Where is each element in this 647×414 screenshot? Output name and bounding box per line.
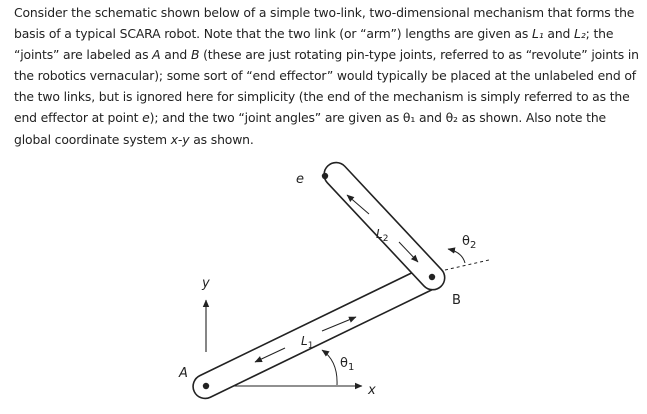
text-s1: Consider the schematic shown below of a simple two-link, two-dimensional mechanism that forms the basis of a typical SCARA robot. Note that the two link (or “arm”) lengths are given as [14, 5, 635, 42]
label-l1: $L_1$ [301, 334, 314, 351]
label-b: B [452, 293, 461, 308]
text-s7: as shown. [189, 131, 254, 147]
link-1 [189, 262, 445, 403]
label-a: A [179, 366, 188, 381]
end-effector-pin [322, 173, 328, 179]
label-theta2: $\theta_2$ [462, 234, 477, 251]
var-a: A [152, 47, 161, 63]
var-e: e [142, 110, 150, 126]
label-y: y [202, 276, 210, 291]
text-s3: ; the “joints” are labeled as [14, 26, 614, 63]
label-l2: $L_2$ [376, 227, 389, 244]
text-s5: (these are just rotating pin-type joints, referred to as “revolute” joints in the robotics vernacular); some sort of “end effector” would typically be placed at the unlabeled end of the two links, but is ignored here for simplicity (the end of the mechanism is simply referred to as the end effector at point [14, 47, 639, 126]
text-s4: and [160, 47, 191, 63]
joint-b-pin [429, 274, 435, 280]
text-s2: and [543, 26, 575, 42]
theta1-arc [322, 350, 337, 385]
label-theta1: $\theta_1$ [340, 356, 355, 373]
joint-a-pin [203, 383, 209, 389]
var-l1: L₁ [532, 26, 544, 42]
var-xy: x-y [170, 131, 190, 147]
label-x: x [368, 383, 376, 398]
theta2-reference-line [445, 260, 489, 270]
var-l2: L₂ [574, 26, 586, 42]
text-s6: ); and the two “joint angles” are given as θ₁ and θ₂ as shown. Also note the global coordinate system [14, 110, 607, 147]
var-b: B [190, 47, 200, 63]
link-2 [319, 158, 449, 295]
theta2-arc [448, 249, 465, 263]
label-e: e [296, 172, 304, 187]
